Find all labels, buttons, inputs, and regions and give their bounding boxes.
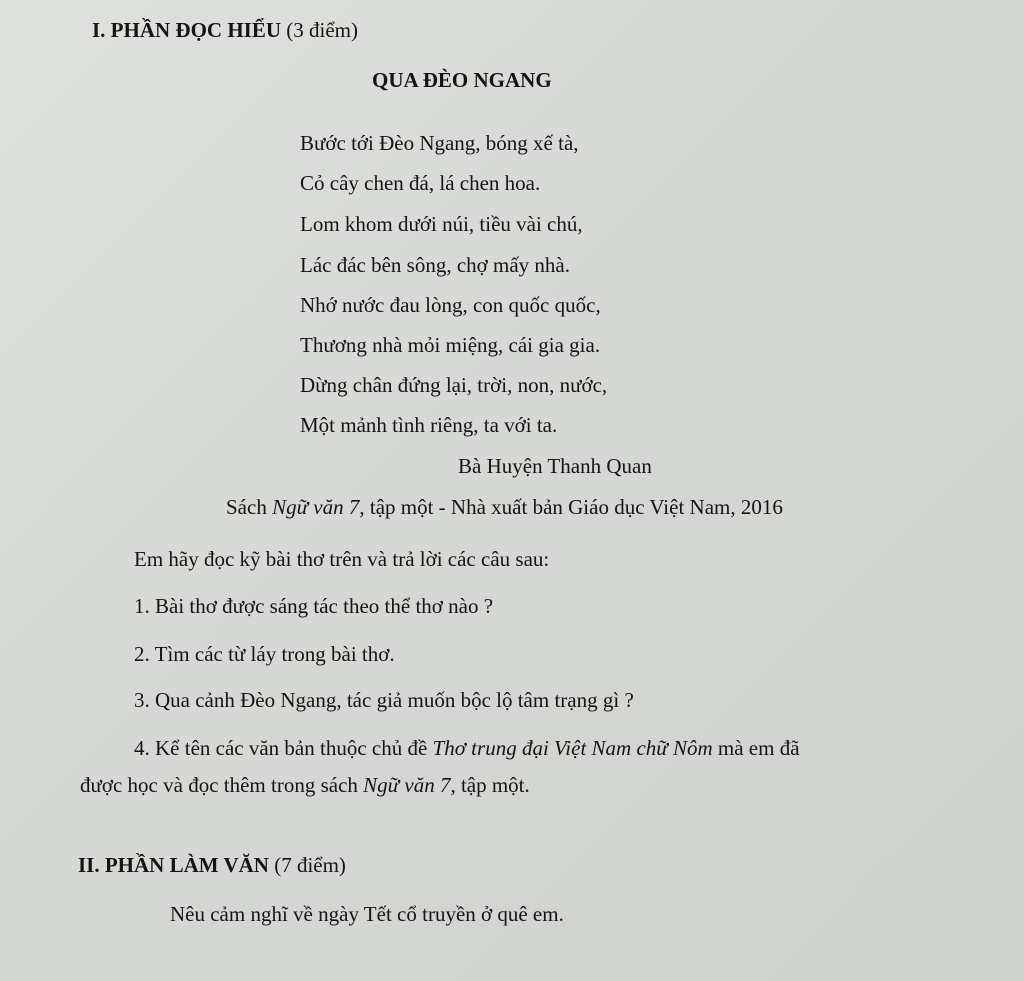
poem-title: QUA ĐÈO NGANG — [372, 68, 552, 92]
poem-line: Cỏ cây chen đá, lá chen hoa. — [300, 171, 541, 195]
section1-points: (3 điểm) — [286, 18, 358, 42]
poem-line: Lom khom dưới núi, tiều vài chú, — [300, 212, 583, 236]
poem-line: Lác đác bên sông, chợ mấy nhà. — [300, 253, 571, 277]
q4-line2-suffix: , tập một. — [450, 773, 530, 797]
poem-line: Dừng chân đứng lại, trời, non, nước, — [300, 373, 608, 397]
source-book: Ngữ văn 7 — [272, 495, 360, 519]
section2-prompt: Nêu cảm nghĩ về ngày Tết cổ truyền ở quê em. — [170, 902, 564, 926]
section1-heading — [92, 17, 358, 43]
q4-line2-book: Ngữ văn 7 — [363, 773, 451, 797]
section2-heading-text: II. PHẦN LÀM VĂN — [78, 853, 269, 877]
q4-line2-prefix: được học và đọc thêm trong sách — [80, 773, 364, 797]
q4-prefix: 4. Kể tên các văn bản thuộc chủ đề — [134, 736, 433, 760]
question-4-line1 — [134, 735, 800, 761]
question-2: 2. Tìm các từ láy trong bài thơ. — [134, 642, 395, 666]
poem-line: Một mảnh tình riêng, ta với ta. — [300, 413, 558, 437]
question-1: 1. Bài thơ được sáng tác theo thể thơ nào ? — [134, 594, 494, 618]
poem-line: Nhớ nước đau lòng, con quốc quốc, — [300, 293, 601, 317]
questions-intro: Em hãy đọc kỹ bài thơ trên và trả lời các câu sau: — [134, 547, 550, 571]
poem-author: Bà Huyện Thanh Quan — [458, 454, 652, 478]
question-3: 3. Qua cảnh Đèo Ngang, tác giả muốn bộc lộ tâm trạng gì ? — [134, 688, 634, 712]
source-prefix: Sách — [226, 495, 273, 519]
q4-suffix: mà em đã — [712, 736, 800, 760]
poem-source — [226, 494, 783, 520]
source-suffix: , tập một - Nhà xuất bản Giáo dục Việt Nam, 2016 — [359, 495, 783, 519]
question-4-line2 — [80, 772, 530, 798]
section2-heading — [78, 852, 346, 878]
poem-line: Thương nhà mỏi miệng, cái gia gia. — [300, 333, 601, 357]
poem-line: Bước tới Đèo Ngang, bóng xế tà, — [300, 131, 579, 155]
section2-points: (7 điểm) — [274, 853, 346, 877]
q4-topic: Thơ trung đại Việt Nam chữ Nôm — [432, 736, 713, 760]
section1-heading-text: I. PHẦN ĐỌC HIỂU — [92, 18, 282, 42]
